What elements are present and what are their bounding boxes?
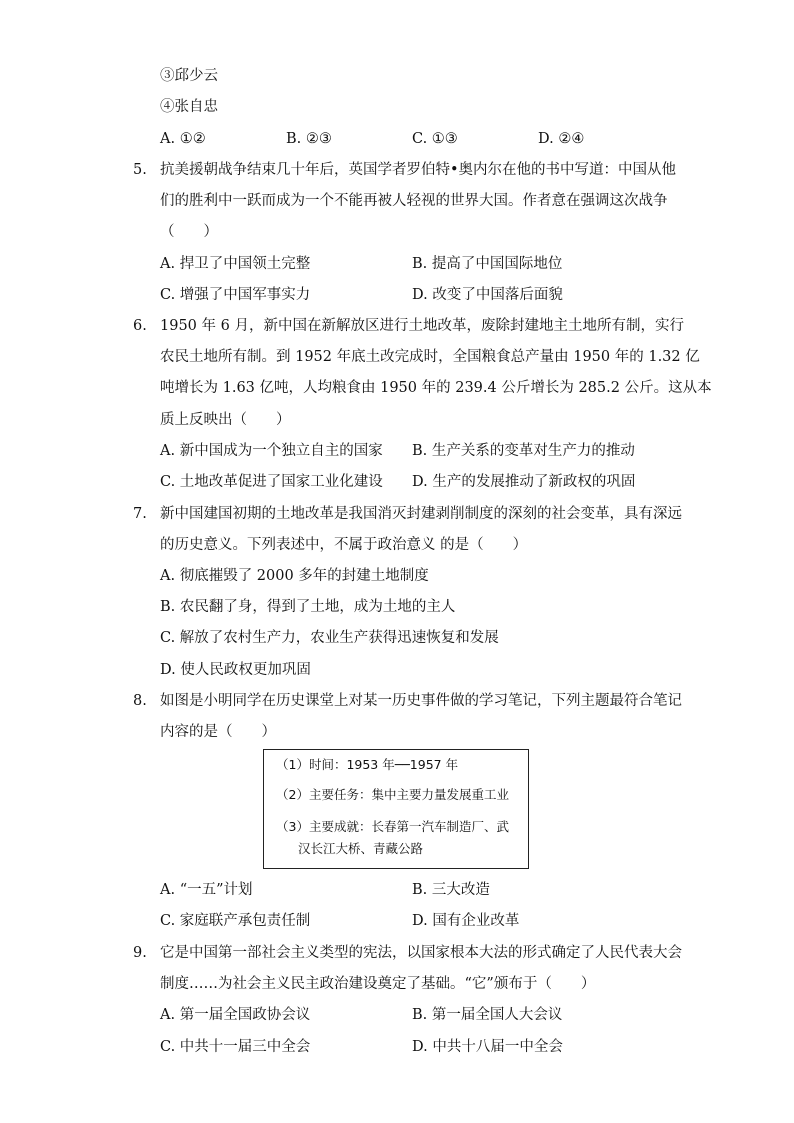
note-line-task: （2）主要任务：集中主要力量发展重工业	[276, 787, 509, 802]
question-8-option-b: B. 三大改造	[412, 882, 490, 898]
question-6-line-3: 吨增长为 1.63 亿吨，人均粮食由 1950 年的 239.4 公斤增长为 285.2 公斤。这从本	[160, 380, 712, 396]
question-6-option-c: C. 土地改革促进了国家工业化建设	[160, 474, 383, 490]
question-9-option-b: B. 第一届全国人大会议	[412, 1007, 563, 1023]
question-5-line-2: 们的胜利中一跃而成为一个不能再被人轻视的世界大国。作者意在强调这次战争	[160, 193, 668, 209]
question-7-number: 7.	[133, 506, 147, 522]
question-6-number: 6.	[133, 318, 147, 334]
question-9-option-d: D. 中共十八届一中全会	[412, 1039, 563, 1055]
question-8-line-1: 如图是小明同学在历史课堂上对某一历史事件做的学习笔记，下列主题最符合笔记	[160, 693, 682, 709]
question-8-line-2: 内容的是（ ）	[160, 724, 276, 740]
question-7-line-1: 新中国建国初期的土地改革是我国消灭封建剥削制度的深刻的社会变革，具有深远	[160, 506, 682, 522]
question-8-option-a: A. “一五”计划	[160, 882, 253, 898]
question-9-option-c: C. 中共十一届三中全会	[160, 1039, 311, 1055]
question-7-option-a: A. 彻底摧毁了 2000 多年的封建土地制度	[160, 568, 429, 584]
question-8-number: 8.	[133, 693, 147, 709]
question-9-line-2: 制度……为社会主义民主政治建设奠定了基础。“它”颁布于（ ）	[160, 976, 596, 992]
prev-option-b: B. ②③	[286, 131, 332, 147]
question-6-option-a: A. 新中国成为一个独立自主的国家	[160, 443, 383, 459]
question-9-number: 9.	[133, 945, 147, 961]
question-5-option-c: C. 增强了中国军事实力	[160, 287, 311, 303]
question-5-option-b: B. 提高了中国国际地位	[412, 256, 563, 272]
question-5-line-3: （ ）	[160, 224, 218, 240]
question-7-option-b: B. 农民翻了身，得到了土地，成为土地的主人	[160, 599, 456, 615]
question-6-option-b: B. 生产关系的变革对生产力的推动	[412, 443, 635, 459]
question-5-number: 5.	[133, 162, 147, 178]
prev-option-a: A. ①②	[160, 131, 206, 147]
question-6-option-d: D. 生产的发展推动了新政权的巩固	[412, 474, 636, 490]
question-7-option-d: D. 使人民政权更加巩固	[160, 662, 311, 678]
prev-option-c: C. ①③	[412, 131, 458, 147]
question-5-option-a: A. 捍卫了中国领土完整	[160, 256, 311, 272]
note-line-achievement: （3）主要成就：长春第一汽车制造厂、武	[276, 819, 509, 834]
question-7-option-c: C. 解放了农村生产力，农业生产获得迅速恢复和发展	[160, 630, 499, 646]
question-7-line-2: 的历史意义。下列表述中，不属于政治意义 的是（ ）	[160, 537, 528, 553]
question-9-line-1: 它是中国第一部社会主义类型的宪法，以国家根本大法的形式确定了人民代表大会	[160, 945, 682, 961]
question-5-line-1: 抗美援朝战争结束几十年后，英国学者罗伯特•奥内尔在他的书中写道：中国从他	[160, 162, 677, 178]
question-6-line-2: 农民土地所有制。到 1952 年底土改完成时，全国粮食总产量由 1950 年的 1.32 亿	[160, 349, 700, 365]
note-line-achievement-cont: 汉长江大桥、青藏公路	[298, 841, 424, 856]
question-8-option-c: C. 家庭联产承包责任制	[160, 913, 311, 929]
note-line-time: （1）时间：1953 年──1957 年	[276, 757, 459, 772]
question-6-line-4: 质上反映出（ ）	[160, 412, 291, 428]
question-8-option-d: D. 国有企业改革	[412, 913, 520, 929]
option-item-4: ④张自忠	[160, 99, 218, 115]
study-note-box	[263, 749, 529, 869]
question-9-option-a: A. 第一届全国政协会议	[160, 1007, 311, 1023]
prev-option-d: D. ②④	[538, 131, 585, 147]
question-6-line-1: 1950 年 6 月，新中国在新解放区进行土地改革，废除封建地主土地所有制，实行	[160, 318, 684, 334]
option-item-3: ③邱少云	[160, 68, 218, 84]
question-5-option-d: D. 改变了中国落后面貌	[412, 287, 563, 303]
